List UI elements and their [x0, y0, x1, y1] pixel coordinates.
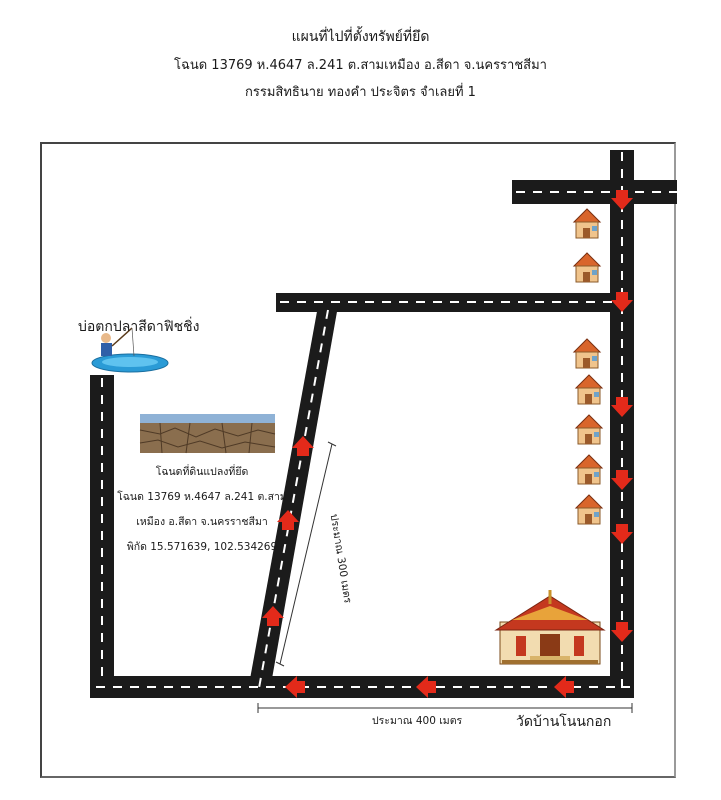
- parcel-info: [112, 460, 292, 560]
- parcel-deed: โฉนด 13769 ห.4647 ล.241 ต.สาม: [117, 491, 287, 503]
- parcel-coordinates: พิกัด 15.571639, 102.534269: [126, 541, 278, 553]
- house-icon: [576, 415, 602, 444]
- house-icon: [574, 209, 600, 238]
- temple-icon: [496, 590, 604, 664]
- distance-markers: [258, 442, 632, 713]
- house-icon: [576, 455, 602, 484]
- deed-info: โฉนด 13769 ห.4647 ล.241 ต.สามเหมือง อ.สีดา จ.นครราชสีมา: [174, 58, 547, 73]
- temple-label: วัดบ้านโนนกอก: [516, 714, 612, 730]
- parcel-location: เหมือง อ.สีดา จ.นครราชสีมา: [136, 516, 268, 528]
- house-icon: [576, 495, 602, 524]
- house-icon: [576, 375, 602, 404]
- pond-label: บ่อตกปลาสีดาฟิชชิ่ง: [78, 319, 200, 335]
- owner-info: กรรมสิทธินาย ทองคำ ประจิตร จำเลยที่ 1: [245, 85, 476, 100]
- distance-label-bottom: ประมาณ 400 เมตร: [372, 715, 463, 727]
- houses: [574, 209, 602, 524]
- house-icon: [574, 339, 600, 368]
- map-title: แผนที่ไปที่ตั้งทรัพย์ที่ยึด: [291, 29, 430, 45]
- parcel-title: โฉนดที่ดินแปลงที่ยึด: [155, 466, 249, 478]
- dry-land-icon: [140, 414, 275, 453]
- distance-label-diagonal: ประมาณ 300 เมตร: [327, 513, 354, 605]
- house-icon: [574, 253, 600, 282]
